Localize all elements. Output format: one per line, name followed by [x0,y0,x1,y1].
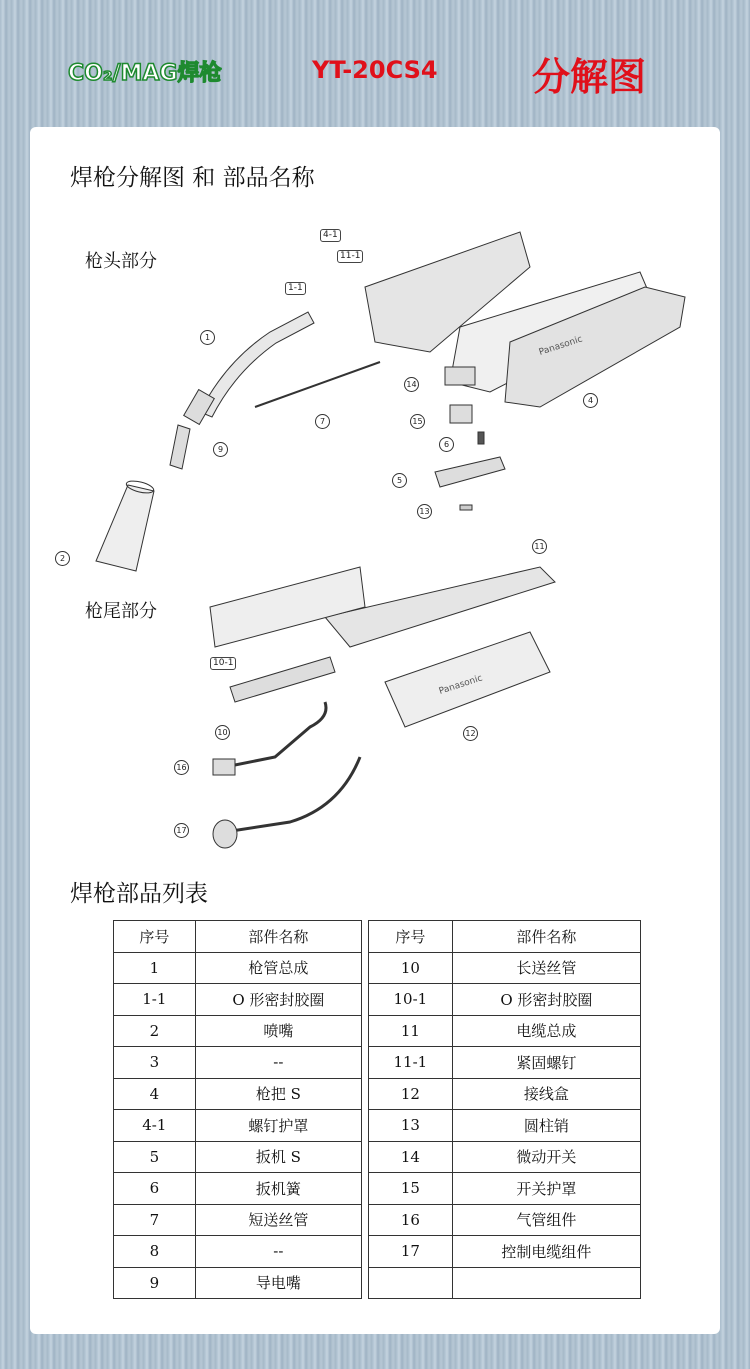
parts-table-body [114,952,641,1299]
exploded-diagram [30,127,720,867]
column-gap [362,921,369,953]
part-no-right: 13 [369,1110,453,1142]
column-gap [362,1047,369,1079]
table-row [114,1078,641,1110]
table-row [114,1015,641,1047]
callout-4-1: 4-1 [320,229,341,242]
callout-9: 9 [213,442,228,457]
table-row [114,1204,641,1236]
part-trigger-spring [478,432,484,444]
part-name-right: 长送丝管 [452,952,640,984]
part-name-right: 控制电缆组件 [452,1236,640,1268]
part-name-right [452,1267,640,1299]
table-row [114,952,641,984]
column-gap [362,1267,369,1299]
part-name-left: 短送丝管 [195,1204,361,1236]
part-no-left: 9 [114,1267,196,1299]
part-name-left: 喷嘴 [195,1015,361,1047]
part-no-left: 8 [114,1236,196,1268]
part-no-right: 17 [369,1236,453,1268]
part-short-liner [255,362,380,407]
section-head-label: 枪头部分 [85,251,157,272]
header-no-right: 序号 [369,921,453,953]
column-gap [362,1015,369,1047]
part-no-right: 11 [369,1015,453,1047]
column-gap [362,1236,369,1268]
header-no-left: 序号 [114,921,196,953]
callout-13: 13 [417,504,432,519]
callout-4: 4 [583,393,598,408]
column-gap [362,1173,369,1205]
part-gun-neck [200,312,314,417]
part-control-cable [225,757,360,832]
parts-list-title: 焊枪部品列表 [70,881,208,907]
part-no-right [369,1267,453,1299]
callout-12: 12 [463,726,478,741]
callout-16: 16 [174,760,189,775]
table-row [114,1173,641,1205]
table-row [114,1110,641,1142]
callout-1: 1 [200,330,215,345]
part-name-right: 紧固螺钉 [452,1047,640,1079]
column-gap [362,1078,369,1110]
callout-7: 7 [315,414,330,429]
callout-14: 14 [404,377,419,392]
part-name-left: O 形密封胶圈 [195,984,361,1016]
part-no-left: 1-1 [114,984,196,1016]
diagram-title: 焊枪分解图 和 部品名称 [70,165,315,191]
callout-6: 6 [439,437,454,452]
header-name-right: 部件名称 [452,921,640,953]
part-gas-hose [225,702,326,767]
callout-1-1: 1-1 [285,282,306,295]
part-switch-cover [450,405,472,423]
part-name-right: 微动开关 [452,1141,640,1173]
callout-5: 5 [392,473,407,488]
part-no-right: 16 [369,1204,453,1236]
parts-table [113,920,641,1299]
callout-10-1: 10-1 [210,657,236,670]
table-row [114,1047,641,1079]
header-model: YT-20CS4 [312,56,438,84]
part-name-left: 螺钉护罩 [195,1110,361,1142]
part-no-left: 6 [114,1173,196,1205]
section-tail-label: 枪尾部分 [85,601,157,622]
part-trigger [435,457,505,487]
part-no-left: 3 [114,1047,196,1079]
content-panel [30,127,720,1334]
callout-17: 17 [174,823,189,838]
part-name-left: 导电嘴 [195,1267,361,1299]
callout-11: 11 [532,539,547,554]
part-name-right: 电缆总成 [452,1015,640,1047]
table-row [114,1141,641,1173]
part-no-right: 10-1 [369,984,453,1016]
part-no-right: 12 [369,1078,453,1110]
column-gap [362,1110,369,1142]
part-long-liner [230,657,335,702]
part-name-right: 气管组件 [452,1204,640,1236]
table-row [114,984,641,1016]
header-name-left: 部件名称 [195,921,361,953]
part-no-left: 5 [114,1141,196,1173]
part-micro-switch [445,367,475,385]
callout-10: 10 [215,725,230,740]
part-name-left: 枪管总成 [195,952,361,984]
part-name-left: -- [195,1047,361,1079]
part-name-left: 枪把 S [195,1078,361,1110]
column-gap [362,1141,369,1173]
part-no-left: 4 [114,1078,196,1110]
part-no-right: 11-1 [369,1047,453,1079]
part-no-left: 2 [114,1015,196,1047]
junction-brand-text: Panasonic [437,673,484,697]
callout-2: 2 [55,551,70,566]
column-gap [362,984,369,1016]
callout-15: 15 [410,414,425,429]
table-header-row [114,921,641,953]
part-name-right: 接线盒 [452,1078,640,1110]
column-gap [362,1204,369,1236]
part-no-right: 14 [369,1141,453,1173]
part-name-right: O 形密封胶圈 [452,984,640,1016]
column-gap [362,952,369,984]
part-name-right: 开关护罩 [452,1173,640,1205]
header-title: 分解图 [532,55,647,99]
part-no-left: 1 [114,952,196,984]
part-contact-tip [170,425,190,469]
part-nozzle [96,485,154,571]
part-pin [460,505,472,510]
table-row [114,1236,641,1268]
part-name-right: 圆柱销 [452,1110,640,1142]
part-name-left: -- [195,1236,361,1268]
handle-brand-text: Panasonic [537,334,584,358]
part-no-right: 15 [369,1173,453,1205]
header-co2-label: CO₂/MAG焊枪 [68,61,222,86]
page-header [0,40,750,110]
part-no-right: 10 [369,952,453,984]
part-name-left: 扳机簧 [195,1173,361,1205]
callout-11-1: 11-1 [337,250,363,263]
part-no-left: 7 [114,1204,196,1236]
part-name-left: 扳机 S [195,1141,361,1173]
table-row [114,1267,641,1299]
part-no-left: 4-1 [114,1110,196,1142]
